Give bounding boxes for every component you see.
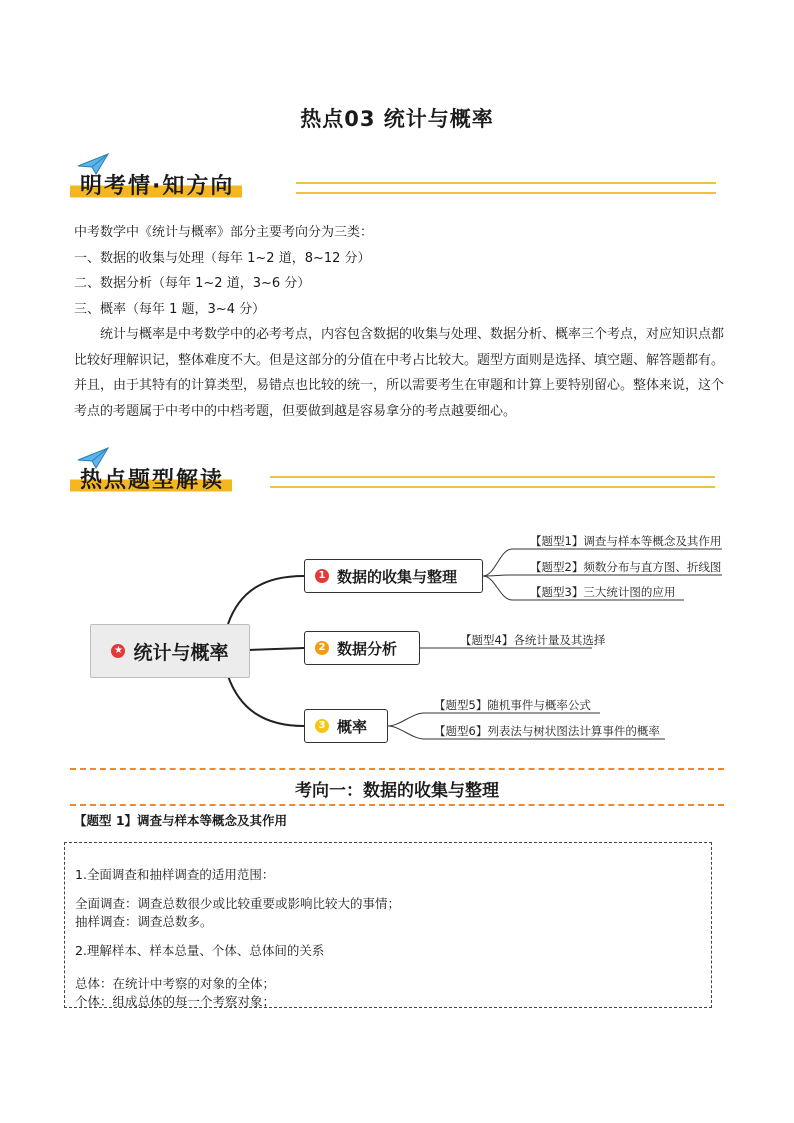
mindmap-branch-data-analysis — [304, 631, 420, 665]
knowledge-box — [64, 842, 712, 1008]
mindmap-branch-probability — [304, 709, 388, 743]
intro-item: 三、概率（每年 1 题，3~4 分） — [74, 301, 266, 317]
mindmap-leaf: 【题型6】列表法与树状图法计算事件的概率 — [434, 724, 660, 738]
branch-label: 数据的收集与整理 — [337, 567, 458, 586]
dashed-divider — [70, 804, 724, 806]
branch-label: 概率 — [337, 717, 368, 736]
box-line: 1.全面调查和抽样调查的适用范围： — [75, 867, 275, 882]
intro-lead: 中考数学中《统计与概率》部分主要考向分为三类： — [74, 225, 374, 240]
number-badge: 2 — [315, 641, 329, 655]
page-title: 热点03 统计与概率 — [300, 107, 494, 131]
section-heading-label: 明考情·知方向 — [70, 172, 242, 202]
dashed-divider — [70, 768, 724, 770]
number-badge: 1 — [315, 569, 329, 583]
mindmap-leaf: 【题型2】频数分布与直方图、折线图 — [530, 560, 722, 574]
box-line: 全面调查：调查总数很少或比较重要或影响比较大的事情； — [75, 896, 401, 911]
mindmap-root — [90, 624, 250, 678]
question-type-tag: 【题型 1】调查与样本等概念及其作用 — [74, 813, 288, 828]
mindmap-leaf: 【题型5】随机事件与概率公式 — [434, 698, 591, 712]
mindmap-root-label: 统计与概率 — [133, 641, 229, 664]
mindmap-leaf: 【题型4】各统计量及其选择 — [460, 633, 606, 647]
branch-label: 数据分析 — [337, 639, 398, 658]
section-heading-label: 热点题型解读 — [70, 466, 232, 496]
star-icon: ★ — [111, 644, 125, 658]
direction-heading: 考向一：数据的收集与整理 — [295, 781, 499, 801]
mindmap-leaf: 【题型1】调查与样本等概念及其作用 — [530, 534, 722, 548]
box-line: 总体：在统计中考察的对象的全体； — [75, 976, 276, 991]
intro-item: 二、数据分析（每年 1~2 道，3~6 分） — [74, 276, 311, 291]
intro-item: 一、数据的收集与处理（每年 1~2 道，8~12 分） — [74, 250, 371, 266]
mindmap-branch-data-collection — [304, 559, 483, 593]
box-line: 2.理解样本、样本总量、个体、总体间的关系 — [75, 943, 325, 958]
box-line: 抽样调查：调查总数多。 — [75, 914, 213, 929]
mindmap-leaf: 【题型3】三大统计图的应用 — [530, 585, 676, 599]
box-line: 个体：组成总体的每一个考察对象； — [75, 994, 276, 1009]
number-badge: 3 — [315, 719, 329, 733]
intro-paragraph: 统计与概率是中考数学中的必考考点，内容包含数据的收集与处理、数据分析、概率三个考点，对应知识点都比较好理解识记，整体难度不大。但是这部分的分值在中考占比较大。题型方面则是选择、填空题、解答题都有。并且，由于其特有的计算类型，易错点也比较的统一，所以需要考生在审题和计算上要特别留心。整体来说，这个考点的考题属于中考中的中档考题，但要做到越是容易拿分的考点越要细心。 — [74, 327, 725, 419]
